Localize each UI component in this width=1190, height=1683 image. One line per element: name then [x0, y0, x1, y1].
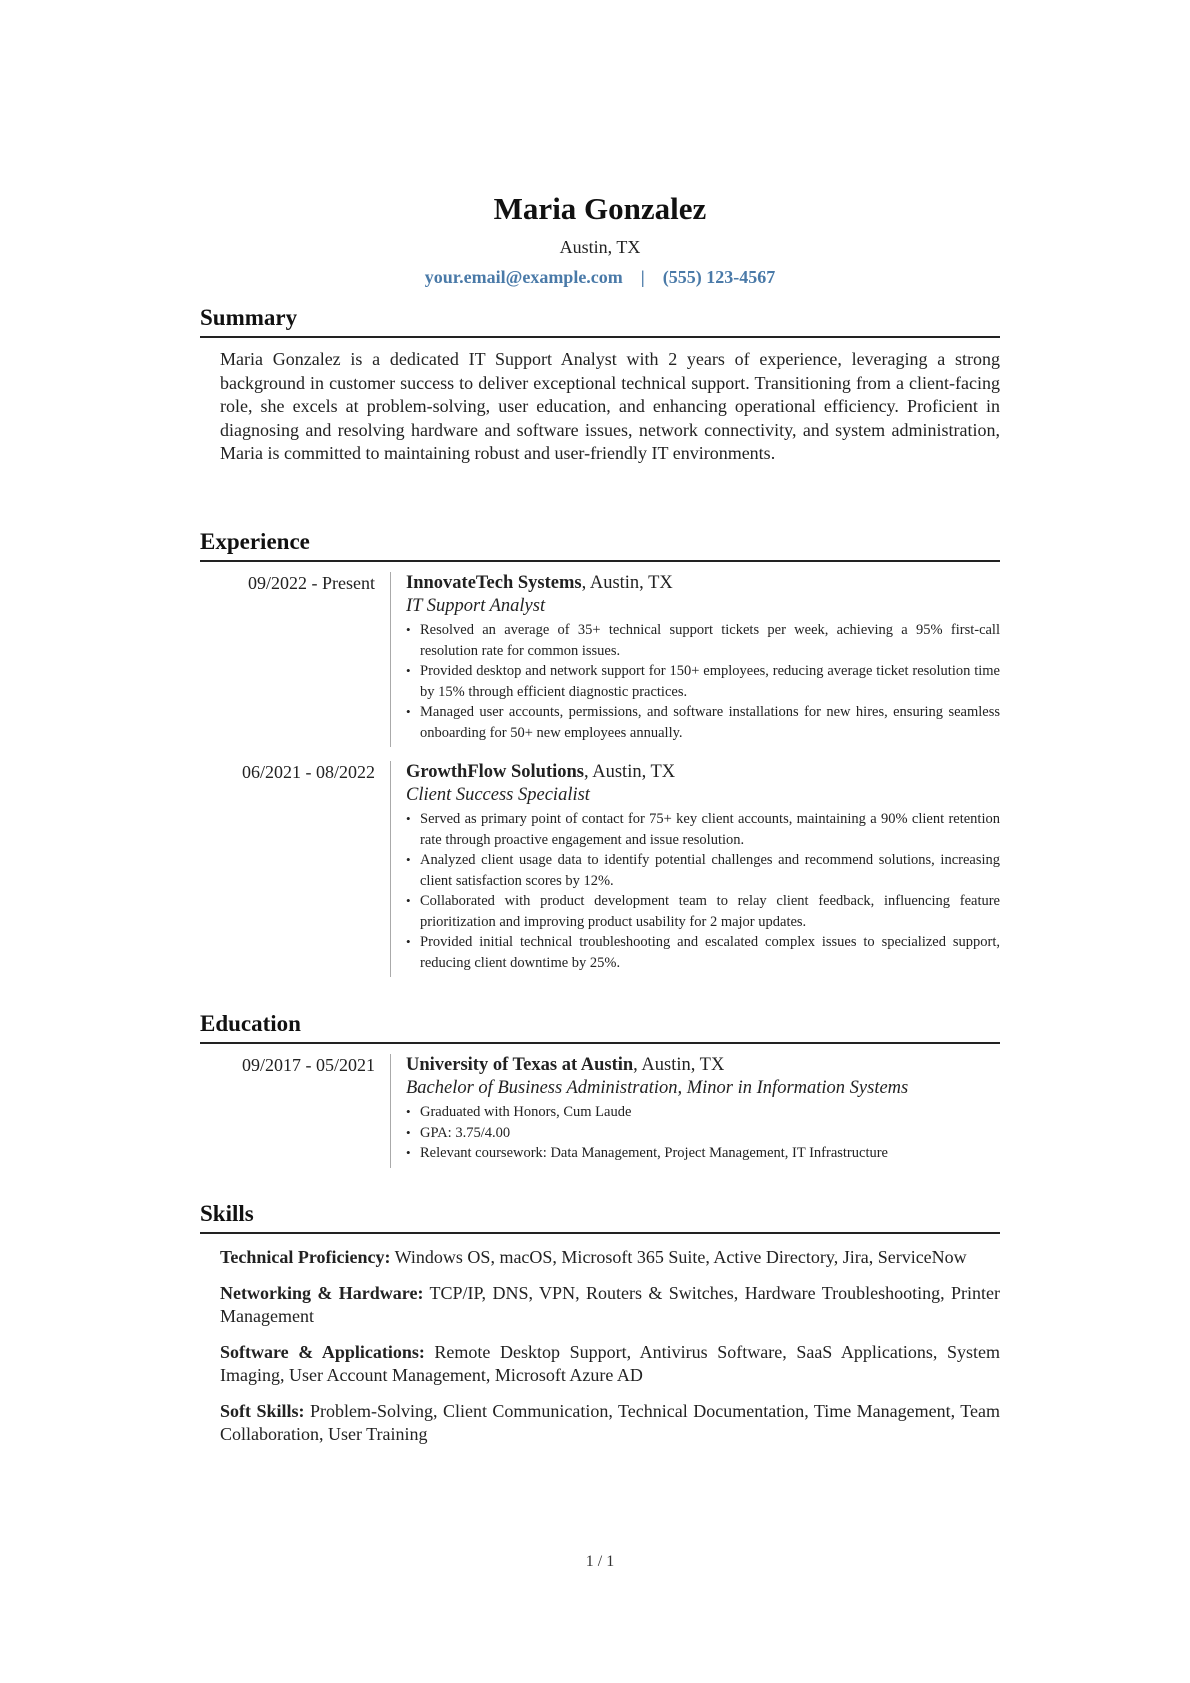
list-item: • Graduated with Honors, Cum Laude — [406, 1102, 1000, 1123]
section-title-experience: Experience — [200, 528, 1000, 562]
phone-link[interactable]: (555) 123-4567 — [662, 267, 776, 287]
section-title-skills: Skills — [200, 1200, 1000, 1234]
skill-value: Windows OS, macOS, Microsoft 365 Suite, Active Directory, Jira, ServiceNow — [390, 1247, 967, 1267]
entry-org-name: InnovateTech Systems — [406, 573, 582, 593]
list-item: • Analyzed client usage data to identify potential challenges and recommend solutions, increasing client satisfaction scores by 12%. — [406, 850, 1000, 891]
resume-page — [200, 0, 1000, 1683]
contact-separator: | — [640, 267, 645, 287]
entry-body — [390, 1054, 1000, 1168]
list-item: • Resolved an average of 35+ technical support tickets per week, achieving a 95% first-call resolution rate for common issues. — [406, 620, 1000, 661]
list-item: • Provided desktop and network support for 150+ employees, reducing average ticket resolution time by 15% through efficient diagnostic practices. — [406, 661, 1000, 702]
experience-section — [200, 528, 1000, 977]
entry-bullets — [406, 809, 1000, 973]
education-entry — [200, 1054, 1000, 1168]
skill-row — [220, 1282, 1000, 1329]
entry-bullets — [406, 1102, 1000, 1164]
skill-value: Remote Desktop Support, Antivirus Software, SaaS Applications, System Imaging, User Account Management, Microsoft Azure AD — [220, 1341, 1000, 1385]
entry-role: Bachelor of Business Administration, Minor in Information Systems — [406, 1078, 909, 1098]
skills-section — [200, 1200, 1000, 1447]
skill-label: Software & Applications: — [220, 1341, 425, 1362]
skill-row — [220, 1246, 1000, 1270]
section-title-education: Education — [200, 1010, 1000, 1044]
entry-org-name: University of Texas at Austin — [406, 1055, 634, 1075]
experience-entry — [200, 572, 1000, 747]
entry-role: Client Success Specialist — [406, 785, 590, 805]
list-item: • Served as primary point of contact for 75+ key client accounts, maintaining a 90% client retention rate through proactive engagement and issue resolution. — [406, 809, 1000, 850]
entry-organization — [406, 572, 1000, 595]
skill-value: Problem-Solving, Client Communication, Technical Documentation, Time Management, Team Collaboration, User Training — [220, 1400, 1000, 1444]
list-item: • Provided initial technical troubleshooting and escalated complex issues to specialized support, reducing client downtime by 25%. — [406, 932, 1000, 973]
candidate-location: Austin, TX — [559, 237, 641, 257]
entry-org-place: , Austin, TX — [581, 573, 673, 593]
entry-body — [390, 572, 1000, 747]
entry-org-name: GrowthFlow Solutions — [406, 762, 585, 782]
skill-label: Soft Skills: — [220, 1400, 305, 1421]
skill-row — [220, 1400, 1000, 1447]
skill-row — [220, 1341, 1000, 1388]
summary-text: Maria Gonzalez is a dedicated IT Support Analyst with 2 years of experience, leveraging a strong background in customer success to deliver exceptional technical support. Transitioning from a client-facing role, she excels at problem-solving, user education, and enhancing operational efficiency. Proficient in diagnosing and resolving hardware and software issues, network connectivity, and system administration, Maria is committed to maintaining robust and user-friendly IT environments. — [220, 349, 1000, 463]
skill-label: Technical Proficiency: — [220, 1247, 391, 1267]
education-section — [200, 1010, 1000, 1168]
entry-org-place: , Austin, TX — [633, 1055, 725, 1075]
entry-org-place: , Austin, TX — [584, 762, 676, 782]
entry-date: 06/2021 - 08/2022 — [242, 762, 375, 782]
list-item: • GPA: 3.75/4.00 — [406, 1123, 1000, 1144]
contact-line — [200, 266, 1000, 288]
entry-date: 09/2017 - 05/2021 — [242, 1055, 375, 1075]
entry-role: IT Support Analyst — [406, 596, 546, 616]
list-item: • Collaborated with product development team to relay client feedback, influencing feature prioritization and improving product usability for 2 major updates. — [406, 891, 1000, 932]
list-item: • Relevant coursework: Data Management, Project Management, IT Infrastructure — [406, 1143, 1000, 1164]
skill-value: TCP/IP, DNS, VPN, Routers & Switches, Hardware Troubleshooting, Printer Management — [220, 1282, 1000, 1326]
entry-organization — [406, 1054, 1000, 1077]
entry-date: 09/2022 - Present — [248, 573, 375, 593]
candidate-name: Maria Gonzalez — [493, 191, 707, 226]
entry-body — [390, 761, 1000, 977]
entry-bullets — [406, 620, 1000, 743]
section-title-summary: Summary — [200, 304, 1000, 338]
resume-header — [200, 192, 1000, 288]
list-item: • Managed user accounts, permissions, and software installations for new hires, ensuring seamless onboarding for 50+ new employees annually. — [406, 702, 1000, 743]
summary-section — [200, 304, 1000, 466]
skill-label: Networking & Hardware: — [220, 1282, 424, 1303]
experience-entry — [200, 761, 1000, 977]
entry-organization — [406, 761, 1000, 784]
page-number: 1 / 1 — [585, 1553, 615, 1570]
email-link[interactable]: your.email@example.com — [424, 267, 623, 287]
